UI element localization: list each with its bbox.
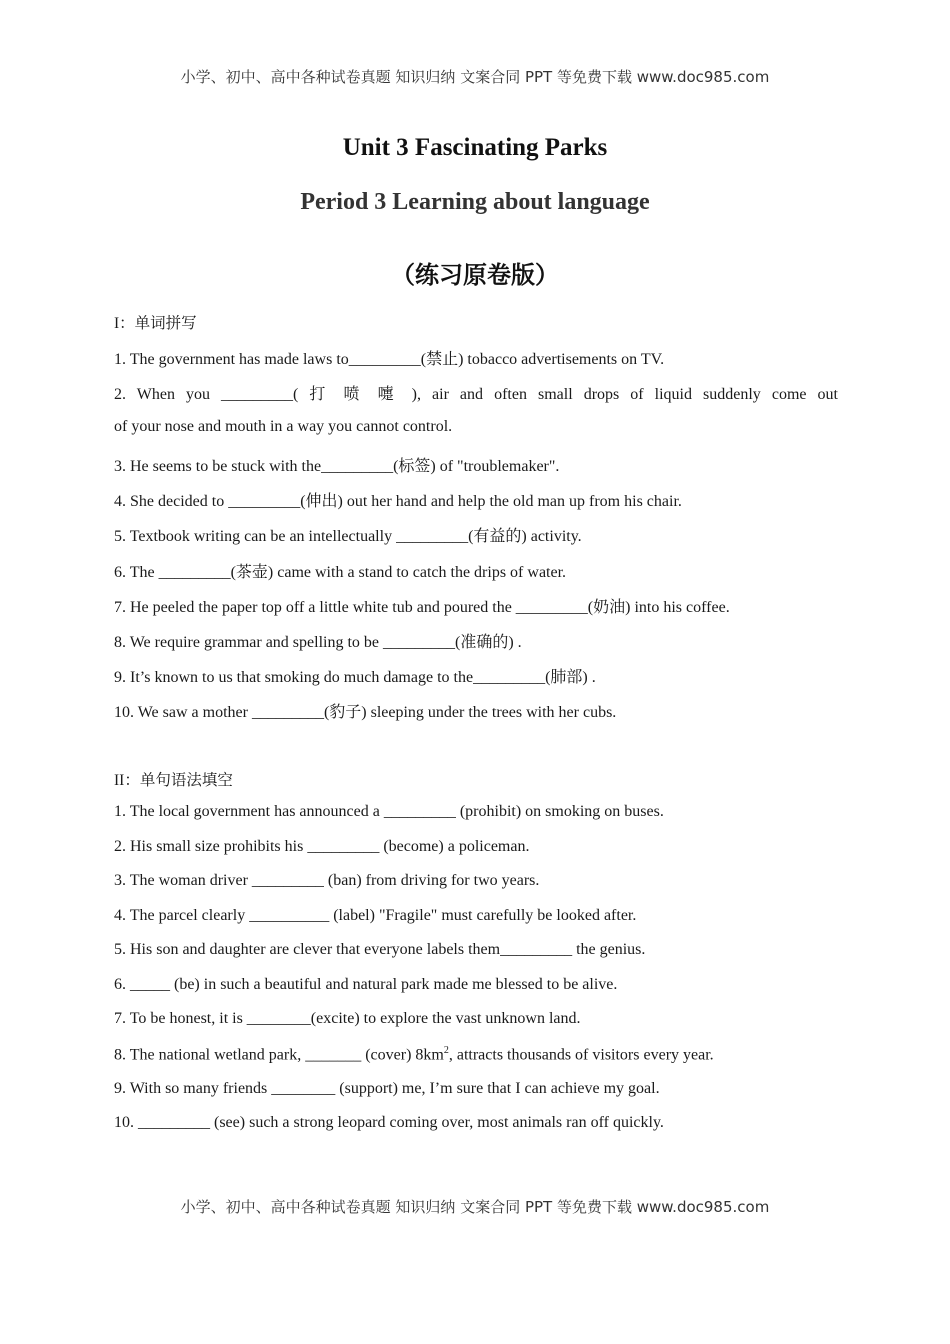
edition-title: （练习原卷版） <box>391 261 559 289</box>
list-item: of your nose and mouth in a way you cannot control. <box>114 418 453 435</box>
section1-label: I：单词拼写 <box>114 315 197 332</box>
list-item: 1. The local government has announced a _________ (prohibit) on smoking on buses. <box>114 803 664 820</box>
list-item: 5. Textbook writing can be an intellectually _________(有益的) activity. <box>114 528 582 545</box>
list-item: 7. To be honest, it is ________(excite) to explore the vast unknown land. <box>114 1010 581 1027</box>
list-item: 6. _____ (be) in such a beautiful and natural park made me blessed to be alive. <box>114 976 618 993</box>
list-item: 3. He seems to be stuck with the_________(标签) of "troublemaker". <box>114 458 560 475</box>
list-item: 9. It’s known to us that smoking do much damage to the_________(肺部) . <box>114 669 596 686</box>
page-header: 小学、初中、高中各种试卷真题 知识归纳 文案合同 PPT 等免费下载 www.doc985.com <box>180 68 770 86</box>
section2-label: II：单句语法填空 <box>114 772 233 789</box>
list-item: 6. The _________(茶壶) came with a stand to catch the drips of water. <box>114 564 567 581</box>
list-item: 7. He peeled the paper top off a little white tub and poured the _________(奶油) into his coffee. <box>114 599 730 616</box>
list-item: 4. She decided to _________(伸出) out her hand and help the old man up from his chair. <box>114 493 682 510</box>
list-item: 4. The parcel clearly __________ (label) "Fragile" must carefully be looked after. <box>114 907 637 924</box>
list-item: 2. When you _________( 打 喷 嚏 ), air and often small drops of liquid suddenly come out <box>114 386 838 403</box>
item8-text-before: 8. The national wetland park, _______ (cover) 8km <box>114 1046 444 1064</box>
list-item: 10. We saw a mother _________(豹子) sleeping under the trees with her cubs. <box>114 704 617 721</box>
unit-title: Unit 3 Fascinating Parks <box>342 134 608 161</box>
list-item: 9. With so many friends ________ (support) me, I’m sure that I can achieve my goal. <box>114 1080 660 1097</box>
period-title: Period 3 Learning about language <box>300 189 650 215</box>
list-item: 1. The government has made laws to_________(禁止) tobacco advertisements on TV. <box>114 351 665 368</box>
list-item: 10. _________ (see) such a strong leopard coming over, most animals ran off quickly. <box>114 1114 664 1131</box>
list-item: 3. The woman driver _________ (ban) from driving for two years. <box>114 872 540 889</box>
item8-text-after: , attracts thousands of visitors every year. <box>448 1046 714 1064</box>
list-item: 5. His son and daughter are clever that everyone labels them_________ the genius. <box>114 941 646 958</box>
page-footer: 小学、初中、高中各种试卷真题 知识归纳 文案合同 PPT 等免费下载 www.doc985.com <box>180 1198 770 1216</box>
list-item: 8. We require grammar and spelling to be _________(准确的) . <box>114 634 522 651</box>
list-item <box>114 1045 838 1064</box>
list-item: 2. His small size prohibits his _________ (become) a policeman. <box>114 838 530 855</box>
superscript-two: 2 <box>443 1045 449 1056</box>
